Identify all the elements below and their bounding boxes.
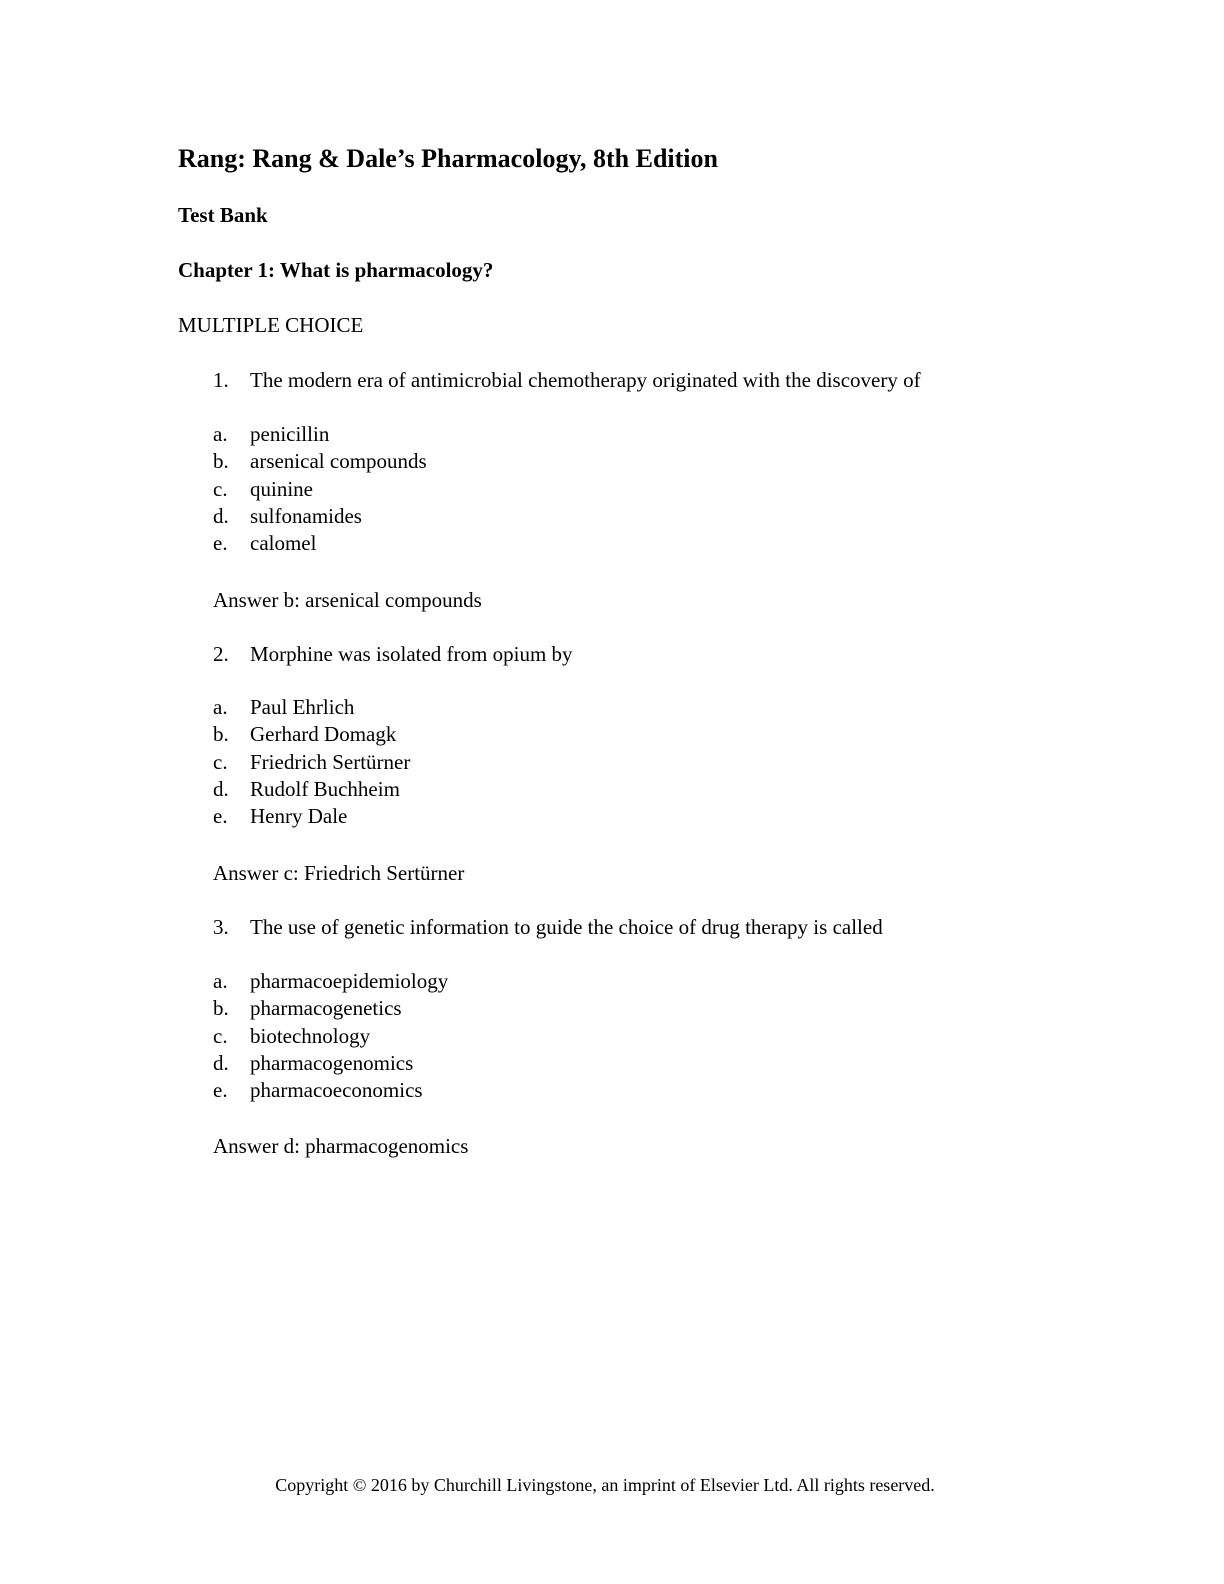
option-letter: a. — [213, 422, 228, 446]
option-text: Henry Dale — [250, 804, 348, 829]
question-stem — [213, 640, 573, 668]
option-b — [213, 995, 448, 1022]
option-d — [213, 1050, 448, 1077]
question-text: The use of genetic information to guide the choice of drug therapy is called — [250, 915, 883, 939]
option-text: Paul Ehrlich — [250, 695, 355, 719]
option-d — [213, 776, 410, 803]
option-text: penicillin — [250, 422, 330, 446]
option-e — [213, 1077, 448, 1104]
option-text: arsenical compounds — [250, 449, 427, 474]
option-letter: d. — [213, 1050, 229, 1075]
question-text: The modern era of antimicrobial chemotherapy originated with the discovery of — [250, 368, 921, 392]
option-text: Rudolf Buchheim — [250, 776, 400, 801]
option-letter: b. — [213, 996, 229, 1021]
option-letter: d. — [213, 503, 229, 528]
option-text: pharmacoepidemiology — [250, 969, 449, 993]
option-text: sulfonamides — [250, 503, 362, 528]
option-b — [213, 448, 427, 475]
option-text: pharmacogenomics — [250, 1050, 414, 1075]
option-list — [213, 421, 427, 557]
option-d — [213, 503, 427, 530]
option-letter: e. — [213, 1078, 228, 1103]
answer-line: Answer c: Friedrich Sertürner — [213, 861, 465, 885]
option-text: biotechnology — [250, 1023, 371, 1048]
option-letter: b. — [213, 449, 229, 474]
copyright-footer: Copyright © 2016 by Churchill Livingstone, an imprint of Elsevier Ltd. All rights reserved. — [275, 1475, 935, 1495]
option-text: quinine — [250, 476, 313, 501]
option-list — [213, 694, 410, 830]
option-c — [213, 476, 427, 503]
answer-line: Answer b: arsenical compounds — [213, 588, 482, 612]
option-text: Friedrich Sertürner — [250, 749, 411, 774]
option-letter: d. — [213, 776, 229, 801]
option-list — [213, 968, 448, 1104]
option-letter: a. — [213, 969, 228, 993]
option-letter: c. — [213, 1023, 228, 1048]
option-letter: c. — [213, 476, 228, 501]
question-text: Morphine was isolated from opium by — [250, 642, 573, 666]
option-letter: a. — [213, 695, 228, 719]
option-text: Gerhard Domagk — [250, 722, 397, 747]
question-number: 1. — [213, 368, 229, 392]
option-b — [213, 721, 410, 748]
section-heading: MULTIPLE CHOICE — [178, 313, 364, 337]
question-stem — [213, 913, 883, 941]
option-c — [213, 749, 410, 776]
option-text: calomel — [250, 531, 317, 556]
option-text: pharmacogenetics — [250, 996, 402, 1021]
question-number: 2. — [213, 642, 229, 666]
option-letter: c. — [213, 749, 228, 774]
option-e — [213, 803, 410, 830]
document-subtitle: Test Bank — [178, 203, 268, 227]
option-letter: e. — [213, 804, 228, 829]
option-e — [213, 530, 427, 557]
chapter-heading: Chapter 1: What is pharmacology? — [178, 258, 494, 282]
option-letter: e. — [213, 531, 228, 556]
option-a — [213, 968, 448, 995]
option-a — [213, 694, 410, 721]
question-number: 3. — [213, 915, 229, 939]
document-title: Rang: Rang & Dale’s Pharmacology, 8th Edition — [178, 144, 718, 173]
question-stem — [213, 366, 921, 394]
option-a — [213, 421, 427, 448]
option-letter: b. — [213, 722, 229, 747]
option-c — [213, 1023, 448, 1050]
option-text: pharmacoeconomics — [250, 1078, 423, 1103]
answer-line: Answer d: pharmacogenomics — [213, 1134, 469, 1158]
